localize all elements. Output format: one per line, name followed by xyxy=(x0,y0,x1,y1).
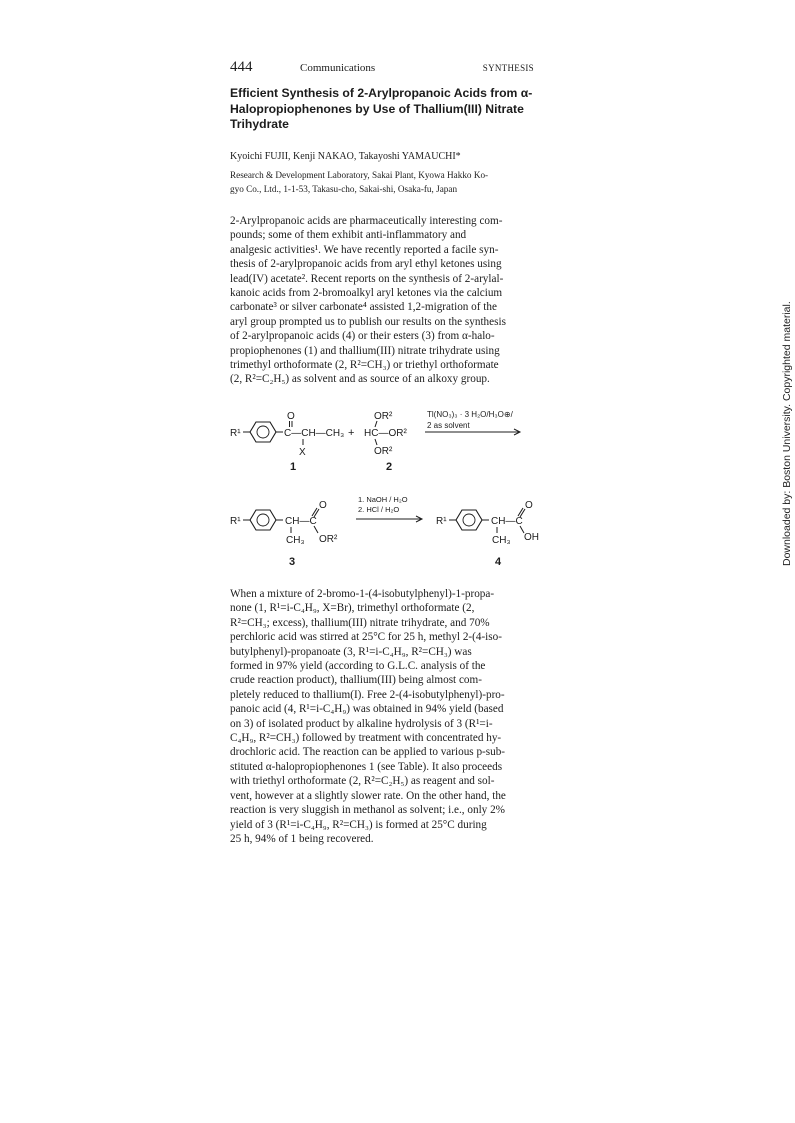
journal-name: SYNTHESIS xyxy=(482,63,534,73)
ester-or2: OR² xyxy=(319,534,338,545)
text-line: stituted α-halopropiophenones 1 (see Table). It also proceeds xyxy=(230,760,503,773)
double-bond xyxy=(518,508,523,516)
text-line: yield of 3 (R¹=i-C₄H₉, R²=CH₃) is formed at 25°C during xyxy=(230,818,487,831)
reaction-scheme xyxy=(228,405,564,581)
authors: Kyoichi FUJII, Kenji NAKAO, Takayoshi YAMAUCHI* xyxy=(230,151,461,162)
title-line: Halopropiophenones by Use of Thallium(III) Nitrate xyxy=(230,101,524,116)
ring-circle xyxy=(257,514,269,526)
text-line: R²=CH₃; excess), thallium(III) nitrate trihydrate, and 70% xyxy=(230,616,490,629)
text-line: C₄H₉, R²=CH₃) followed by treatment with concentrated hy- xyxy=(230,732,502,745)
text-line: 2-Arylpropanoic acids are pharmaceutically interesting com- xyxy=(230,215,503,227)
text-line: kanoic acids from 2-bromoalkyl aryl ketones via the calcium xyxy=(230,287,503,300)
text-line: drochloric acid. The reaction can be applied to various p-sub- xyxy=(230,746,506,759)
or2-top: OR² xyxy=(374,411,393,422)
article-title xyxy=(230,86,540,133)
text-line: crude reaction product), thallium(III) being almost com- xyxy=(230,674,482,687)
carbonyl-o: O xyxy=(287,411,295,422)
hc-or2: HC—OR² xyxy=(364,428,407,439)
compound-label-2: 2 xyxy=(386,461,393,473)
text-line: with triethyl orthoformate (2, R²=C₂H₅) as reagent and sol- xyxy=(230,775,495,788)
reagent-step-2: 2. HCl / H₂O xyxy=(358,505,400,514)
ester-o: O xyxy=(319,500,327,511)
acid-o: O xyxy=(525,500,533,511)
ring-circle xyxy=(257,426,269,438)
compound-label-3: 3 xyxy=(289,556,296,568)
propanone-chain: C—CH—CH₃ xyxy=(284,428,345,439)
halogen-x: X xyxy=(299,447,306,458)
text-line: (2, R²=C₂H₅) as solvent and as source of an alkoxy group. xyxy=(230,373,490,386)
compound-label-4: 4 xyxy=(495,556,502,568)
plus-sign: + xyxy=(348,427,355,439)
download-notice: Downloaded by: Boston University. Copyrighted material. xyxy=(781,301,793,566)
text-line: reaction is very sluggish in methanol as solvent; i.e., only 2% xyxy=(230,804,505,817)
text-line: butylphenyl)-propanoate (3, R¹=i-C₄H₉, R²=CH₃) was xyxy=(230,645,472,658)
benzene-ring xyxy=(250,510,276,530)
ch-c-group: CH—C xyxy=(491,516,523,527)
affiliation-line: Research & Development Laboratory, Sakai Plant, Kyowa Hakko Ko- xyxy=(230,170,489,180)
text-line: none (1, R¹=i-C₄H₉, X=Br), trimethyl orthoformate (2, xyxy=(230,602,475,615)
reagent-step-1: 1. NaOH / H₂O xyxy=(358,495,408,504)
ring-circle xyxy=(463,514,475,526)
text-line: vent, however at a slightly slower rate. On the other hand, the xyxy=(230,789,506,802)
text-line: perchloric acid was stirred at 25°C for 25 h, methyl 2-(4-iso- xyxy=(230,631,502,644)
reagent-bottom: 2 as solvent xyxy=(427,421,470,430)
text-line: formed in 97% yield (according to G.L.C. analysis of the xyxy=(230,660,486,673)
bond xyxy=(314,526,318,533)
title-line: Trihydrate xyxy=(230,117,289,131)
text-line: lead(IV) acetate². Recent reports on the synthesis of 2-arylal- xyxy=(230,272,504,285)
benzene-ring xyxy=(250,422,276,442)
text-line: propiophenones (1) and thallium(III) nitrate trihydrate using xyxy=(230,344,500,357)
page-number: 444 xyxy=(230,59,253,75)
text-line: panoic acid (4, R¹=i-C₄H₉) was obtained in 94% yield (based xyxy=(230,703,504,716)
text-line: analgesic activities¹. We have recently reported a facile syn- xyxy=(230,243,499,256)
section-name: Communications xyxy=(300,62,376,74)
affiliation-line: gyo Co., Ltd., 1-1-53, Takasu-cho, Sakai-shi, Osaka-fu, Japan xyxy=(230,183,458,194)
text-line: thesis of 2-arylpropanoic acids from aryl ethyl ketones using xyxy=(230,258,502,271)
ch-c-group: CH—C xyxy=(285,516,317,527)
r1-label: R¹ xyxy=(436,516,447,527)
affiliation xyxy=(230,169,560,196)
bond xyxy=(375,439,377,445)
text-line: pletely reduced to thallium(I). Free 2-(4-isobutylphenyl)-pro- xyxy=(230,688,505,701)
methyl-group: CH₃ xyxy=(286,535,305,546)
r1-label: R¹ xyxy=(230,516,241,527)
body-paragraph xyxy=(230,587,560,846)
benzene-ring xyxy=(456,510,482,530)
text-line: 25 h, 94% of 1 being recovered. xyxy=(230,832,374,845)
text-line: carbonate³ or silver carbonate⁴ assisted 1,2-migration of the xyxy=(230,301,497,314)
intro-paragraph xyxy=(230,214,560,387)
or2-bottom: OR² xyxy=(374,446,393,457)
text-line: trimethyl orthoformate (2, R²=CH₃) or triethyl orthoformate xyxy=(230,359,499,372)
double-bond xyxy=(312,508,317,516)
compound-label-1: 1 xyxy=(290,461,297,473)
methyl-group: CH₃ xyxy=(492,535,511,546)
acid-oh: OH xyxy=(524,532,539,543)
text-line: of 2-arylpropanoic acids (4) or their esters (3) from α-halo- xyxy=(230,330,495,343)
text-line: pounds; some of them exhibit anti-inflammatory and xyxy=(230,229,467,242)
text-line: on 3) of isolated product by alkaline hydrolysis of 3 (R¹=i- xyxy=(230,717,493,730)
text-line: When a mixture of 2-bromo-1-(4-isobutylphenyl)-1-propa- xyxy=(230,588,495,600)
page-header xyxy=(230,59,534,80)
title-line: Efficient Synthesis of 2-Arylpropanoic Acids from α- xyxy=(230,86,533,100)
text-line: aryl group prompted us to publish our results on the synthesis xyxy=(230,315,506,328)
reagent-top: Tl(NO₃)₃ · 3 H₂O/H₃O⊕/ xyxy=(427,410,513,419)
r1-label: R¹ xyxy=(230,428,241,439)
